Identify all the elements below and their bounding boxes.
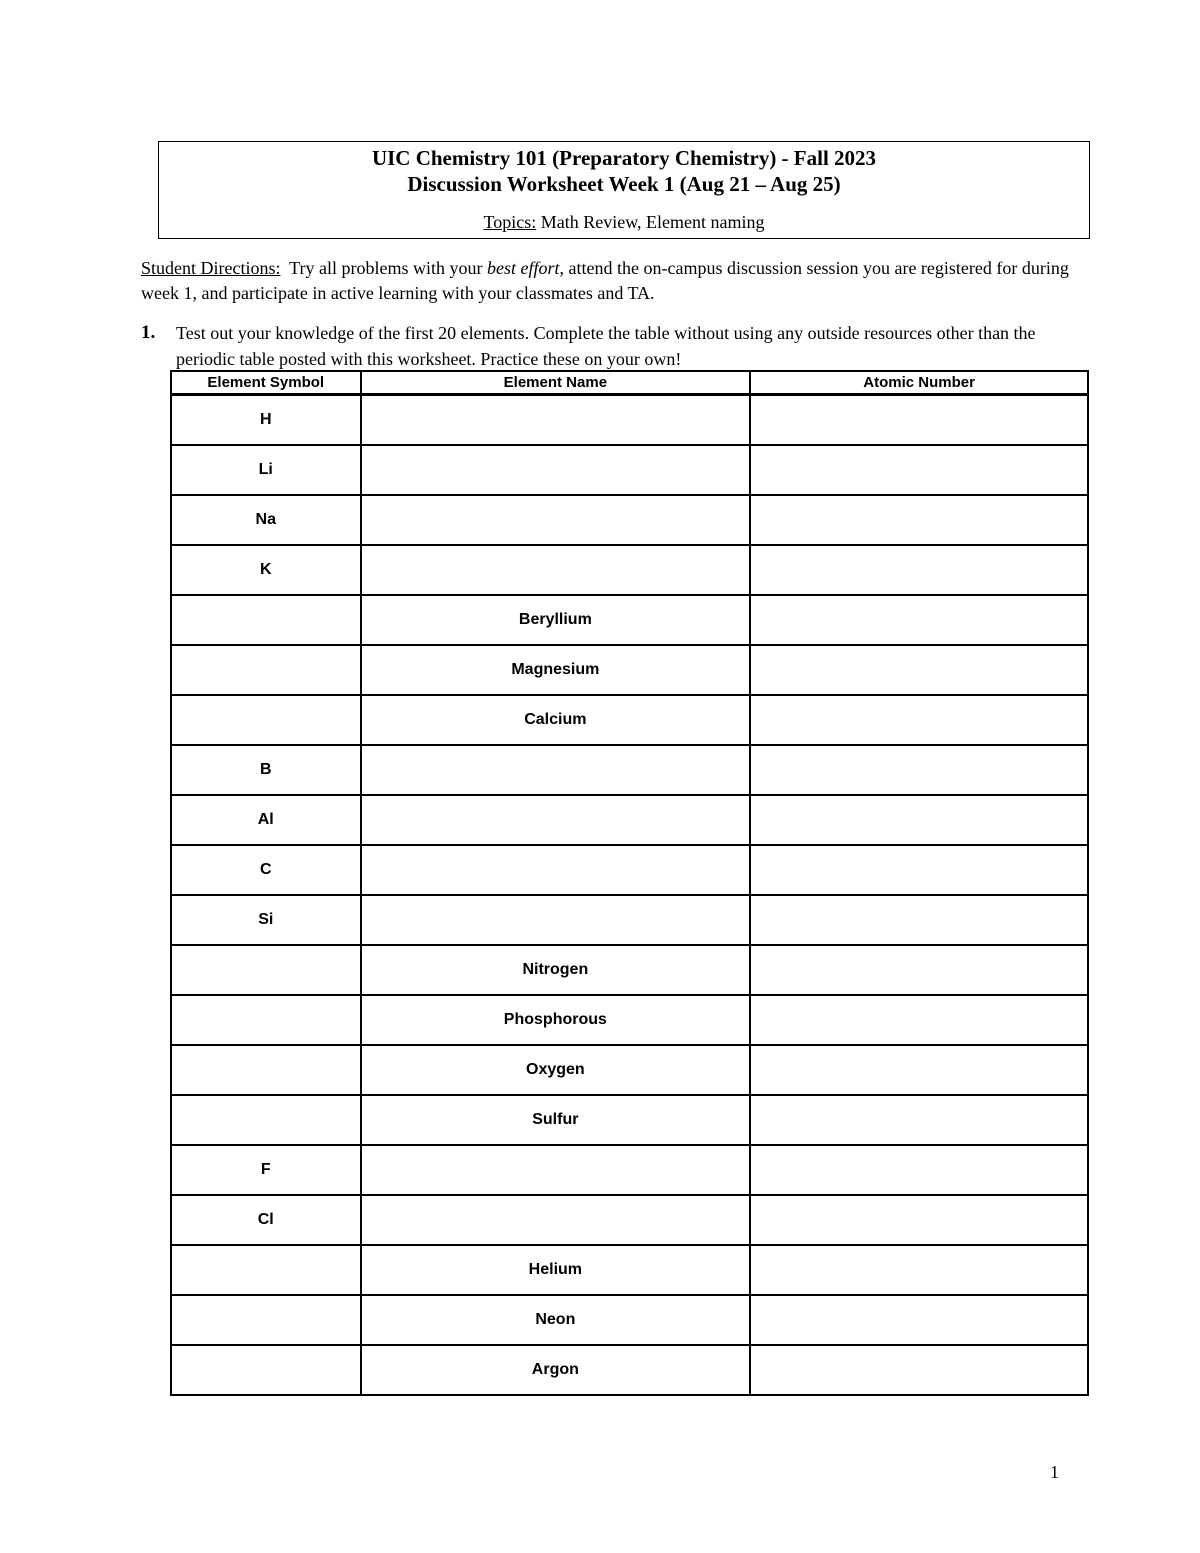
table-row xyxy=(171,1095,1088,1145)
atomic-number-cell[interactable] xyxy=(750,1045,1088,1095)
symbol-cell[interactable] xyxy=(171,945,361,995)
name-cell[interactable] xyxy=(361,745,751,795)
page-number: 1 xyxy=(1050,1462,1059,1482)
table-row xyxy=(171,795,1088,845)
symbol-cell: H xyxy=(171,395,361,446)
table-row xyxy=(171,545,1088,595)
symbol-cell: C xyxy=(171,845,361,895)
atomic-number-cell[interactable] xyxy=(750,1345,1088,1395)
student-directions xyxy=(141,256,1081,306)
atomic-number-cell[interactable] xyxy=(750,695,1088,745)
directions-text-before: Try all problems with your xyxy=(280,258,487,278)
name-cell: Phosphorous xyxy=(361,995,751,1045)
directions-emphasis: best effort xyxy=(487,258,560,278)
atomic-number-cell[interactable] xyxy=(750,745,1088,795)
table-row xyxy=(171,595,1088,645)
table-row xyxy=(171,1195,1088,1245)
name-cell[interactable] xyxy=(361,895,751,945)
table-body xyxy=(171,395,1088,1396)
header-element-symbol: Element Symbol xyxy=(171,371,361,395)
name-cell[interactable] xyxy=(361,845,751,895)
atomic-number-cell[interactable] xyxy=(750,395,1088,446)
atomic-number-cell[interactable] xyxy=(750,845,1088,895)
name-cell[interactable] xyxy=(361,1195,751,1245)
name-cell[interactable] xyxy=(361,545,751,595)
atomic-number-cell[interactable] xyxy=(750,795,1088,845)
table-row xyxy=(171,845,1088,895)
atomic-number-cell[interactable] xyxy=(750,1095,1088,1145)
symbol-cell: B xyxy=(171,745,361,795)
atomic-number-cell[interactable] xyxy=(750,1195,1088,1245)
symbol-cell: F xyxy=(171,1145,361,1195)
atomic-number-cell[interactable] xyxy=(750,495,1088,545)
atomic-number-cell[interactable] xyxy=(750,645,1088,695)
table-row xyxy=(171,445,1088,495)
name-cell[interactable] xyxy=(361,1145,751,1195)
page-subtitle: Discussion Worksheet Week 1 (Aug 21 – Aug 25) xyxy=(407,172,841,196)
topics-text: Math Review, Element naming xyxy=(536,212,765,232)
table-row xyxy=(171,995,1088,1045)
name-cell: Nitrogen xyxy=(361,945,751,995)
atomic-number-cell[interactable] xyxy=(750,1245,1088,1295)
name-cell: Argon xyxy=(361,1345,751,1395)
name-cell: Magnesium xyxy=(361,645,751,695)
question-number: 1. xyxy=(141,322,156,343)
atomic-number-cell[interactable] xyxy=(750,445,1088,495)
symbol-cell[interactable] xyxy=(171,995,361,1045)
name-cell[interactable] xyxy=(361,445,751,495)
symbol-cell: Al xyxy=(171,795,361,845)
header-box xyxy=(158,141,1090,239)
directions-label: Student Directions: xyxy=(141,258,281,278)
name-cell: Helium xyxy=(361,1245,751,1295)
table-row xyxy=(171,745,1088,795)
table-row xyxy=(171,1295,1088,1345)
header-element-name: Element Name xyxy=(361,371,751,395)
table-row xyxy=(171,1245,1088,1295)
symbol-cell[interactable] xyxy=(171,695,361,745)
name-cell[interactable] xyxy=(361,795,751,845)
page-title: UIC Chemistry 101 (Preparatory Chemistry) - Fall 2023 xyxy=(371,146,877,170)
atomic-number-cell[interactable] xyxy=(750,945,1088,995)
symbol-cell[interactable] xyxy=(171,1245,361,1295)
table-row xyxy=(171,495,1088,545)
symbol-cell: Li xyxy=(171,445,361,495)
symbol-cell[interactable] xyxy=(171,1295,361,1345)
table-row xyxy=(171,1045,1088,1095)
symbol-cell: Na xyxy=(171,495,361,545)
table-row xyxy=(171,1145,1088,1195)
table-row xyxy=(171,895,1088,945)
symbol-cell: Cl xyxy=(171,1195,361,1245)
table-header-row xyxy=(171,371,1088,395)
topics-label: Topics: xyxy=(483,212,537,232)
name-cell[interactable] xyxy=(361,395,751,446)
atomic-number-cell[interactable] xyxy=(750,995,1088,1045)
table-row xyxy=(171,395,1088,446)
name-cell: Oxygen xyxy=(361,1045,751,1095)
atomic-number-cell[interactable] xyxy=(750,595,1088,645)
atomic-number-cell[interactable] xyxy=(750,895,1088,945)
atomic-number-cell[interactable] xyxy=(750,545,1088,595)
symbol-cell[interactable] xyxy=(171,1095,361,1145)
table-row xyxy=(171,945,1088,995)
symbol-cell[interactable] xyxy=(171,1045,361,1095)
table-row xyxy=(171,645,1088,695)
symbol-cell[interactable] xyxy=(171,595,361,645)
directions-text-after: , attend the on-campus discussion session you are registered for during week 1, and participate in active learning with your classmates and TA. xyxy=(141,258,1069,303)
symbol-cell[interactable] xyxy=(171,645,361,695)
atomic-number-cell[interactable] xyxy=(750,1145,1088,1195)
name-cell: Neon xyxy=(361,1295,751,1345)
header-atomic-number: Atomic Number xyxy=(750,371,1088,395)
atomic-number-cell[interactable] xyxy=(750,1295,1088,1345)
question-text: Test out your knowledge of the first 20 elements. Complete the table without using any outside resources other than the periodic table posted with this worksheet. Practice these on your own! xyxy=(176,323,1036,369)
symbol-cell: Si xyxy=(171,895,361,945)
table-row xyxy=(171,1345,1088,1395)
name-cell: Beryllium xyxy=(361,595,751,645)
symbol-cell[interactable] xyxy=(171,1345,361,1395)
symbol-cell: K xyxy=(171,545,361,595)
table-row xyxy=(171,695,1088,745)
name-cell[interactable] xyxy=(361,495,751,545)
topics-line xyxy=(159,211,1089,233)
name-cell: Sulfur xyxy=(361,1095,751,1145)
name-cell: Calcium xyxy=(361,695,751,745)
elements-table xyxy=(170,370,1089,1396)
